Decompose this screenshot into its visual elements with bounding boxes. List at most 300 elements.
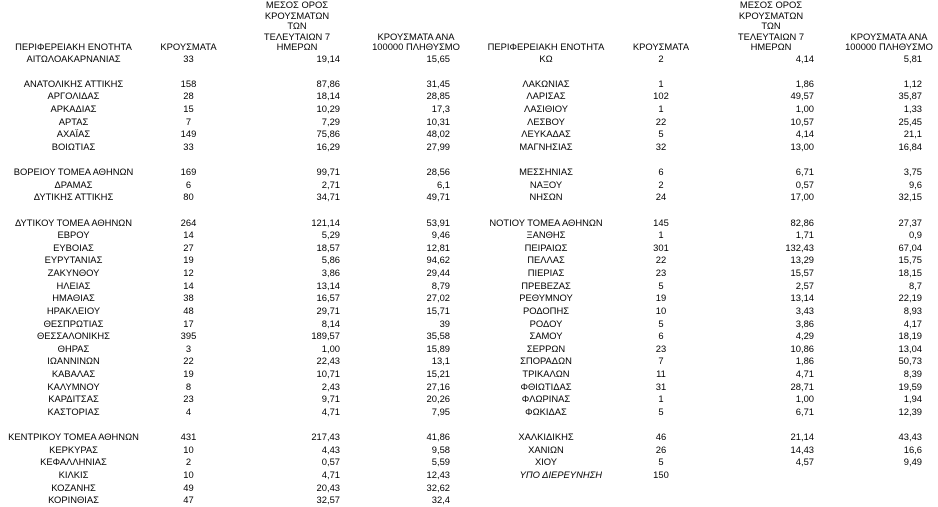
avg7-cell: 16,57: [316, 292, 340, 304]
table-row: [472, 166, 938, 179]
avg7-cell: 0,57: [321, 456, 340, 468]
cases-cell: 14: [183, 279, 194, 291]
table-row: [0, 456, 466, 469]
table-row: [472, 116, 938, 129]
region-cell: ΗΛΕΙΑΣ: [56, 279, 91, 291]
per100k-cell: 50,73: [898, 355, 922, 367]
region-cell: ΑΡΚΑΔΙΑΣ: [50, 102, 97, 114]
region-cell: [472, 153, 620, 166]
per100k-cell: 9,49: [903, 456, 922, 468]
table-row: [472, 53, 938, 66]
table-row: [472, 78, 938, 91]
avg7-cell: 4,71: [321, 405, 340, 417]
table-row: [472, 456, 938, 469]
avg7-cell: 3,86: [321, 267, 340, 279]
region-cell: ΦΘΙΩΤΙΔΑΣ: [520, 380, 572, 392]
region-cell: ΠΡΕΒΕΖΑΣ: [521, 279, 571, 291]
cases-cell: 24: [655, 191, 667, 203]
region-cell: ΚΑΒΑΛΑΣ: [51, 368, 96, 380]
region-cell: ΑΡΓΟΛΙΔΑΣ: [47, 90, 100, 102]
region-cell: ΔΥΤΙΚΗΣ ΑΤΤΙΚΗΣ: [33, 191, 114, 203]
avg7-cell: 34,71: [316, 191, 340, 203]
table-row: [472, 191, 938, 204]
table-row: [472, 280, 938, 293]
cases-cell: 5: [658, 456, 664, 468]
cases-cell: [147, 153, 230, 166]
per100k-cell: 41,86: [426, 431, 450, 443]
per100k-cell: 27,16: [426, 380, 450, 392]
avg7-cell: 1,00: [321, 342, 340, 354]
region-cell: ΚΟΖΑΝΗΣ: [51, 481, 96, 493]
per100k-cell: 15,65: [426, 52, 450, 64]
region-cell: ΞΑΝΘΗΣ: [526, 229, 566, 241]
table-row: [472, 229, 938, 242]
cases-cell: 102: [653, 90, 669, 102]
table-row: [472, 355, 938, 368]
table-row: [472, 393, 938, 406]
avg7-cell: 4,43: [321, 443, 340, 455]
per100k-cell: 1,94: [903, 393, 922, 405]
region-cell: ΛΑΡΙΣΑΣ: [526, 90, 566, 102]
avg7-cell: 217,43: [311, 431, 340, 443]
cases-cell: 22: [655, 254, 667, 266]
avg7-cell: 3,43: [795, 304, 814, 316]
table-row: [472, 179, 938, 192]
left-table-block: [0, 0, 466, 507]
per100k-cell: 32,15: [898, 191, 922, 203]
cases-cell: 10: [183, 443, 194, 455]
cases-cell: 1: [658, 77, 664, 89]
left-header-per100k: ΚΡΟΥΣΜΑΤΑ ΑΝΑ 100000 ΠΛΗΘΥΣΜΟ: [372, 30, 460, 52]
region-cell: ΕΥΒΟΙΑΣ: [53, 241, 94, 253]
cases-cell: 6: [658, 330, 664, 342]
avg7-cell: 4,14: [795, 52, 814, 64]
cases-cell: 23: [183, 393, 194, 405]
avg7-cell: 10,71: [316, 368, 340, 380]
per100k-cell: [840, 204, 938, 217]
table-row: [0, 406, 466, 419]
cases-cell: 31: [655, 380, 667, 392]
avg7-cell: 75,86: [316, 128, 340, 140]
avg7-cell: 28,71: [790, 380, 814, 392]
avg7-cell: 10,29: [316, 102, 340, 114]
per100k-cell: 25,45: [898, 115, 922, 127]
avg7-cell: 17,00: [790, 191, 814, 203]
per100k-cell: [366, 65, 466, 78]
left-header-row: [0, 0, 466, 53]
cases-cell: 6: [658, 166, 664, 178]
avg7-cell: [702, 204, 840, 217]
cases-cell: 26: [655, 443, 667, 455]
region-cell: ΛΑΚΩΝΙΑΣ: [522, 77, 570, 89]
table-row: [0, 166, 466, 179]
spacer-row: [472, 204, 938, 217]
per100k-cell: 13,1: [431, 355, 450, 367]
avg7-cell: 5,86: [321, 254, 340, 266]
avg7-cell: 32,57: [316, 494, 340, 506]
cases-cell: 3: [185, 342, 192, 354]
avg7-cell: 5,29: [321, 229, 340, 241]
avg7-cell: 2,57: [795, 279, 814, 291]
right-header-region: ΠΕΡΙΦΕΡΕΙΑΚΗ ΕΝΟΤΗΤΑ: [487, 41, 605, 52]
per100k-cell: 0,9: [908, 229, 922, 241]
avg7-cell: [702, 469, 840, 482]
table-row: [0, 292, 466, 305]
avg7-cell: [230, 65, 366, 78]
avg7-cell: 2,71: [321, 178, 340, 190]
avg7-cell: 13,14: [316, 279, 340, 291]
avg7-cell: [702, 419, 840, 432]
cases-cell: 431: [180, 431, 197, 443]
table-row: [472, 381, 938, 394]
per100k-cell: 15,75: [898, 254, 922, 266]
avg7-cell: 1,00: [795, 102, 814, 114]
cases-cell: 80: [183, 191, 194, 203]
table-row: [0, 318, 466, 331]
region-cell: ΕΥΡΥΤΑΝΙΑΣ: [44, 254, 103, 266]
cases-cell: 15: [183, 102, 194, 114]
cases-cell: 27: [183, 241, 194, 253]
per100k-cell: 12,81: [426, 241, 450, 253]
region-cell: ΚΕΡΚΥΡΑΣ: [49, 443, 98, 455]
cases-cell: 12: [183, 267, 194, 279]
table-row: [0, 482, 466, 495]
cases-cell: 22: [655, 115, 667, 127]
table-row: [0, 431, 466, 444]
per100k-cell: 53,91: [426, 216, 450, 228]
per100k-cell: 19,59: [898, 380, 922, 392]
region-cell: ΠΕΙΡΑΙΩΣ: [524, 241, 568, 253]
avg7-cell: 4,71: [795, 368, 814, 380]
per100k-cell: 8,79: [431, 279, 450, 291]
cases-cell: 169: [180, 166, 197, 178]
cases-cell: 2: [658, 178, 664, 190]
cases-cell: 149: [180, 128, 197, 140]
table-row: [472, 444, 938, 457]
avg7-cell: 20,43: [316, 481, 340, 493]
cases-cell: [620, 419, 702, 432]
spacer-row: [472, 419, 938, 432]
cases-cell: 5: [658, 279, 664, 291]
avg7-cell: [702, 153, 840, 166]
table-row: [472, 330, 938, 343]
region-cell: ΥΠΟ ΔΙΕΡΕΥΝΗΣΗ: [519, 469, 602, 481]
per100k-cell: [366, 204, 466, 217]
region-cell: ΑΝΑΤΟΛΙΚΗΣ ΑΤΤΙΚΗΣ: [23, 77, 124, 89]
table-row: [472, 469, 938, 482]
per100k-cell: 27,02: [426, 292, 450, 304]
table-row: [0, 355, 466, 368]
avg7-cell: 16,29: [316, 140, 340, 152]
avg7-cell: [230, 204, 366, 217]
region-cell: ΦΩΚΙΔΑΣ: [525, 405, 567, 417]
table-row: [0, 179, 466, 192]
region-cell: ΣΠΟΡΑΔΩΝ: [520, 355, 572, 367]
per100k-cell: 22,19: [898, 292, 922, 304]
per100k-cell: 15,21: [426, 368, 450, 380]
cases-cell: 4: [185, 405, 192, 417]
table-row: [472, 267, 938, 280]
per100k-cell: 28,56: [426, 166, 450, 178]
avg7-cell: 4,29: [795, 330, 814, 342]
region-cell: ΧΑΛΚΙΔΙΚΗΣ: [518, 431, 574, 443]
cases-cell: 17: [183, 317, 194, 329]
per100k-cell: 4,17: [903, 317, 922, 329]
per100k-cell: 48,02: [426, 128, 450, 140]
per100k-cell: 16,6: [903, 443, 922, 455]
avg7-cell: 18,57: [316, 241, 340, 253]
cases-cell: [147, 419, 230, 432]
cases-cell: 49: [183, 481, 194, 493]
cases-cell: 150: [653, 469, 669, 481]
region-cell: ΝΗΣΩΝ: [529, 191, 563, 203]
region-cell: ΦΛΩΡΙΝΑΣ: [521, 393, 571, 405]
right-header-cases: ΚΡΟΥΣΜΑΤΑ: [632, 41, 690, 52]
per100k-cell: 13,04: [898, 342, 922, 354]
avg7-cell: 87,86: [316, 77, 340, 89]
region-cell: ΔΥΤΙΚΟΥ ΤΟΜΕΑ ΑΘΗΝΩΝ: [14, 216, 133, 228]
cases-cell: 5: [658, 317, 664, 329]
table-row: [0, 103, 466, 116]
per100k-cell: 9,58: [431, 443, 450, 455]
cases-cell: 10: [655, 304, 667, 316]
right-table-body: [472, 53, 938, 482]
per100k-cell: 28,85: [426, 90, 450, 102]
per100k-cell: [366, 419, 466, 432]
table-row: [0, 141, 466, 154]
per100k-cell: 3,75: [903, 166, 922, 178]
region-cell: [0, 419, 147, 432]
per100k-cell: 35,58: [426, 330, 450, 342]
region-cell: ΑΙΤΩΛΟΑΚΑΡΝΑΝΙΑΣ: [26, 52, 121, 64]
per100k-cell: 35,87: [898, 90, 922, 102]
per100k-cell: [840, 153, 938, 166]
region-cell: ΚΟΡΙΝΘΙΑΣ: [48, 494, 99, 506]
region-cell: ΗΜΑΘΙΑΣ: [52, 292, 95, 304]
avg7-cell: 19,14: [316, 52, 340, 64]
avg7-cell: 18,14: [316, 90, 340, 102]
cases-cell: 32: [655, 140, 667, 152]
table-row: [0, 254, 466, 267]
table-row: [472, 141, 938, 154]
left-cases-table: [0, 0, 466, 507]
cases-cell: 145: [653, 216, 669, 228]
cases-cell: 47: [183, 494, 194, 506]
region-cell: ΡΟΔΟΠΗΣ: [522, 304, 570, 316]
avg7-cell: 82,86: [790, 216, 814, 228]
table-row: [0, 330, 466, 343]
spacer-row: [472, 153, 938, 166]
avg7-cell: 1,86: [795, 77, 814, 89]
per100k-cell: 10,31: [426, 115, 450, 127]
per100k-cell: 6,1: [436, 178, 450, 190]
cases-cell: [147, 65, 230, 78]
spacer-row: [472, 65, 938, 78]
per100k-cell: 8,7: [908, 279, 922, 291]
per100k-cell: 8,93: [903, 304, 922, 316]
region-cell: ΚΕΝΤΡΙΚΟΥ ΤΟΜΕΑ ΑΘΗΝΩΝ: [8, 431, 139, 443]
cases-cell: 19: [655, 292, 667, 304]
table-row: [472, 343, 938, 356]
avg7-cell: 13,29: [790, 254, 814, 266]
region-cell: ΙΩΑΝΝΙΝΩΝ: [47, 355, 100, 367]
table-row: [472, 318, 938, 331]
region-cell: ΛΕΥΚΑΔΑΣ: [521, 128, 571, 140]
cases-cell: 38: [183, 292, 194, 304]
table-row: [0, 444, 466, 457]
table-row: [0, 305, 466, 318]
table-row: [0, 78, 466, 91]
per100k-cell: 9,6: [908, 178, 922, 190]
per100k-cell: [840, 469, 938, 482]
cases-cell: 33: [183, 140, 194, 152]
avg7-cell: 1,86: [795, 355, 814, 367]
per100k-cell: 16,84: [898, 140, 922, 152]
per100k-cell: 9,46: [431, 229, 450, 241]
per100k-cell: 5,81: [903, 52, 922, 64]
region-cell: ΠΙΕΡΙΑΣ: [527, 267, 565, 279]
left-header-cases: ΚΡΟΥΣΜΑΤΑ: [160, 41, 217, 52]
cases-cell: 14: [183, 229, 194, 241]
cases-cell: 1: [658, 102, 664, 114]
region-cell: ΑΧΑΪΑΣ: [56, 128, 91, 140]
right-header-per100k: ΚΡΟΥΣΜΑΤΑ ΑΝΑ 100000 ΠΛΗΘΥΣΜΟ: [845, 30, 933, 52]
avg7-cell: 132,43: [785, 241, 814, 253]
table-row: [472, 406, 938, 419]
per100k-cell: 31,45: [426, 77, 450, 89]
table-row: [0, 191, 466, 204]
per100k-cell: [366, 153, 466, 166]
avg7-cell: [230, 153, 366, 166]
per100k-cell: 32,62: [426, 481, 450, 493]
per100k-cell: 21,1: [903, 128, 922, 140]
region-cell: ΝΟΤΙΟΥ ΤΟΜΕΑ ΑΘΗΝΩΝ: [489, 216, 603, 228]
per100k-cell: 32,4: [431, 494, 450, 506]
table-row: [0, 242, 466, 255]
avg7-cell: 10,57: [790, 115, 814, 127]
avg7-cell: 14,43: [790, 443, 814, 455]
cases-cell: 2: [185, 456, 192, 468]
avg7-cell: 99,71: [316, 166, 340, 178]
table-row: [0, 494, 466, 507]
region-cell: ΔΡΑΜΑΣ: [54, 178, 93, 190]
cases-cell: 8: [185, 380, 192, 392]
cases-cell: 19: [183, 368, 194, 380]
region-cell: ΛΑΣΙΘΙΟΥ: [523, 102, 569, 114]
region-cell: ΧΙΟΥ: [534, 456, 558, 468]
table-row: [0, 90, 466, 103]
table-row: [0, 469, 466, 482]
region-cell: ΡΟΔΟΥ: [529, 317, 563, 329]
table-row: [472, 254, 938, 267]
region-cell: [472, 65, 620, 78]
region-cell: ΚΑΡΔΙΤΣΑΣ: [48, 393, 99, 405]
spacer-row: [0, 419, 466, 432]
cases-cell: [147, 204, 230, 217]
table-row: [472, 90, 938, 103]
region-cell: ΚΙΛΚΙΣ: [58, 469, 89, 481]
table-row: [472, 368, 938, 381]
avg7-cell: 6,71: [795, 166, 814, 178]
avg7-cell: 13,00: [790, 140, 814, 152]
left-header-region: ΠΕΡΙΦΕΡΕΙΑΚΗ ΕΝΟΤΗΤΑ: [15, 41, 132, 52]
per100k-cell: 12,43: [426, 469, 450, 481]
cases-cell: 7: [658, 355, 664, 367]
per100k-cell: [840, 419, 938, 432]
avg7-cell: 9,71: [321, 393, 340, 405]
per100k-cell: 39: [439, 317, 450, 329]
avg7-cell: 49,57: [790, 90, 814, 102]
avg7-cell: 29,71: [316, 304, 340, 316]
table-row: [0, 53, 466, 66]
avg7-cell: 2,43: [321, 380, 340, 392]
per100k-cell: 27,99: [426, 140, 450, 152]
cases-cell: 23: [655, 267, 667, 279]
avg7-cell: [230, 419, 366, 432]
right-table-block: [472, 0, 938, 482]
per100k-cell: 15,71: [426, 304, 450, 316]
region-cell: ΒΟΙΩΤΙΑΣ: [51, 140, 96, 152]
cases-cell: 48: [183, 304, 194, 316]
region-cell: ΣΕΡΡΩΝ: [526, 342, 566, 354]
per100k-cell: 29,44: [426, 267, 450, 279]
cases-cell: 1: [658, 229, 664, 241]
cases-cell: 2: [658, 52, 664, 64]
per100k-cell: 94,62: [426, 254, 450, 266]
cases-cell: 158: [180, 77, 197, 89]
table-row: [0, 229, 466, 242]
table-row: [0, 381, 466, 394]
spacer-row: [0, 204, 466, 217]
per100k-cell: 49,71: [426, 191, 450, 203]
region-cell: ΤΡΙΚΑΛΩΝ: [522, 368, 570, 380]
region-cell: ΘΕΣΠΡΩΤΙΑΣ: [43, 317, 104, 329]
cases-cell: 395: [180, 330, 197, 342]
region-cell: ΚΩ: [539, 52, 553, 64]
avg7-cell: 10,86: [790, 342, 814, 354]
table-row: [0, 217, 466, 230]
region-cell: ΜΑΓΝΗΣΙΑΣ: [519, 140, 573, 152]
right-cases-table: [472, 0, 938, 482]
per100k-cell: 1,33: [903, 102, 922, 114]
region-cell: [0, 204, 147, 217]
cases-cell: 46: [655, 431, 667, 443]
per100k-cell: 15,89: [426, 342, 450, 354]
per100k-cell: 43,43: [898, 431, 922, 443]
region-cell: ΚΕΦΑΛΛΗΝΙΑΣ: [40, 456, 107, 468]
per100k-cell: 18,15: [898, 267, 922, 279]
per100k-cell: 5,59: [431, 456, 450, 468]
region-cell: ΝΑΞΟΥ: [529, 178, 563, 190]
table-row: [472, 242, 938, 255]
region-cell: ΒΟΡΕΙΟΥ ΤΟΜΕΑ ΑΘΗΝΩΝ: [13, 166, 134, 178]
cases-cell: 19: [183, 254, 194, 266]
region-cell: ΚΑΛΥΜΝΟΥ: [47, 380, 100, 392]
avg7-cell: 7,29: [321, 115, 340, 127]
per100k-cell: 12,39: [898, 405, 922, 417]
right-header-avg7: ΜΕΣΟΣ ΟΡΟΣ ΚΡΟΥΣΜΑΤΩΝ ΤΩΝ ΤΕΛΕΥΤΑΙΩΝ 7 ΗΜΕΡΩΝ: [737, 0, 805, 52]
table-row: [472, 305, 938, 318]
region-cell: ΜΕΣΣΗΝΙΑΣ: [519, 166, 573, 178]
cases-cell: 11: [656, 368, 666, 380]
avg7-cell: 0,57: [795, 178, 814, 190]
cases-cell: 6: [185, 178, 192, 190]
per100k-cell: [840, 65, 938, 78]
avg7-cell: 4,71: [321, 469, 340, 481]
cases-cell: [620, 65, 702, 78]
spacer-row: [0, 153, 466, 166]
table-row: [0, 343, 466, 356]
